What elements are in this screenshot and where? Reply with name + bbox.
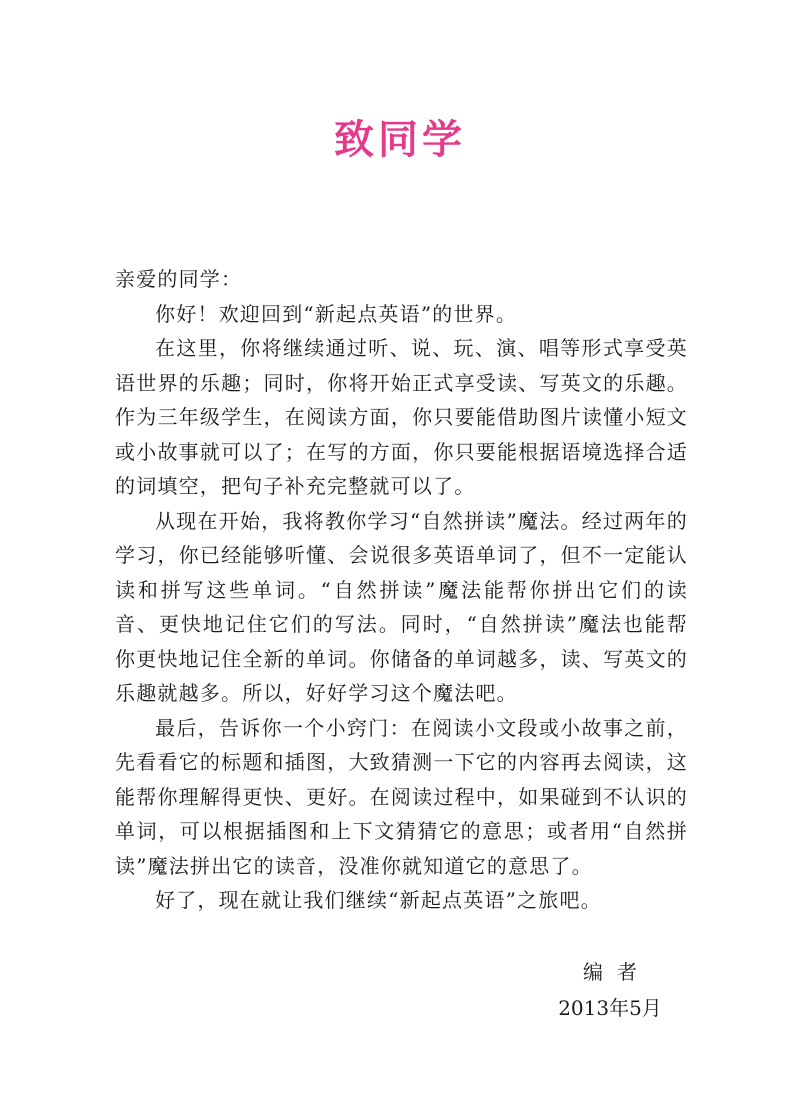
letter-paragraph: 在这里，你将继续通过听、说、玩、演、唱等形式享受英语世界的乐趣；同时，你将开始正式享受读、写英文的乐趣。作为三年级学生，在阅读方面，你只要能借助图片读懂小短文或小故事就可以了；在写的方面，你只要能根据语境选择合适的词填空，把句子补充完整就可以了。 bbox=[115, 336, 688, 498]
letter-greeting: 亲爱的同学： bbox=[115, 267, 243, 291]
letter-paragraph: 最后，告诉你一个小窍门：在阅读小文段或小故事之前，先看看它的标题和插图，大致猜测一下它的内容再去阅读，这能帮你理解得更快、更好。在阅读过程中，如果碰到不认识的单词，可以根据插图和上下文猜猜它的意思；或者用“自然拼读”魔法拼出它的读音，没准你就知道它的意思了。 bbox=[115, 715, 688, 878]
signature-editor: 编者 bbox=[583, 960, 651, 984]
signature-date: 2013年5月 bbox=[558, 996, 662, 1020]
letter-body bbox=[115, 262, 688, 918]
page-title: 致同学 bbox=[334, 116, 466, 163]
letter-paragraph: 从现在开始，我将教你学习“自然拼读”魔法。经过两年的学习，你已经能够听懂、会说很多英语单词了，但不一定能认读和拼写这些单词。“自然拼读”魔法能帮你拼出它们的读音、更快地记住它们的写法。同时，“自然拼读”魔法也能帮你更快地记住全新的单词。你储备的单词越多，读、写英文的乐趣就越多。所以，好好学习这个魔法吧。 bbox=[115, 508, 688, 705]
signature-block bbox=[540, 955, 680, 1025]
letter-paragraph: 好了，现在就让我们继续“新起点英语”之旅吧。 bbox=[155, 888, 602, 912]
letter-paragraph: 你好！欢迎回到“新起点英语”的世界。 bbox=[155, 301, 518, 326]
